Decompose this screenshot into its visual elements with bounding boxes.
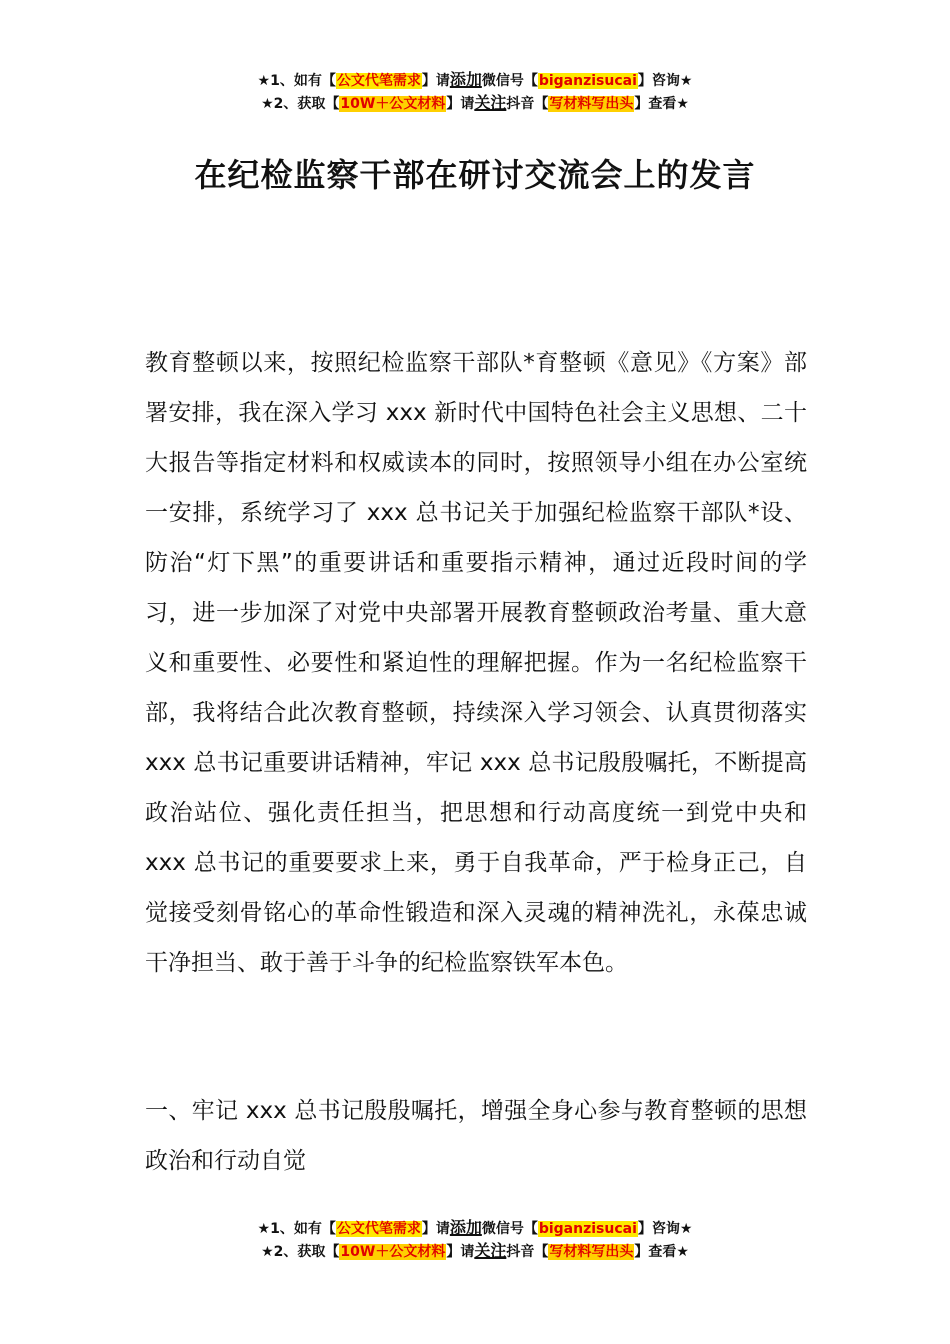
promo-text: 微信号【 [481,1221,538,1237]
promo-text: 】咨询★ [637,1221,693,1237]
promo-highlight: 公文代笔需求 [336,1221,421,1237]
promo-emphasis: 添加 [449,1218,482,1237]
promo-text: 】请 [446,96,475,112]
promo-banner-top [0,69,950,115]
promo-line-1 [0,1217,950,1240]
promo-text: ★1、如有【 [257,73,336,89]
promo-line-2 [0,92,950,115]
promo-banner-bottom [0,1217,950,1263]
promo-text: 】请 [446,1244,475,1260]
promo-line-1 [0,69,950,92]
promo-text: 】查看★ [634,1244,689,1260]
douyin-account: 写材料写出头 [549,96,634,112]
promo-text: 】请 [421,73,450,89]
promo-highlight: 10W＋公文材料 [340,96,446,112]
body-paragraph: 教育整顿以来，按照纪检监察干部队*育整顿《意见》《方案》部署安排，我在深入学习 xxx 新时代中国特色社会主义思想、二十大报告等指定材料和权威读本的同时，按照领导小组在办公室统一安排，系统学习了 xxx 总书记关于加强纪检监察干部队*设、防治“灯下黑”的重要讲话和重要指示精神，通过近段时间的学习，进一步加深了对党中央部署开展教育整顿政治考量、重大意义和重要性、必要性和紧迫性的理解把握。作为一名纪检监察干部，我将结合此次教育整顿，持续深入学习领会、认真贯彻落实 xxx 总书记重要讲话精神，牢记 xxx 总书记殷殷嘱托，不断提高政治站位、强化责任担当，把思想和行动高度统一到党中央和 xxx 总书记的重要要求上来，勇于自我革命，严于检身正己，自觉接受刻骨铭心的革命性锻造和深入灵魂的精神洗礼，永葆忠诚干净担当、敢于善于斗争的纪检监察铁军本色。 [145,350,807,976]
promo-text: 】请 [421,1221,450,1237]
promo-emphasis: 添加 [449,70,482,89]
promo-text: 微信号【 [481,73,538,89]
wechat-id: biganzisucai [538,73,637,89]
promo-text: 抖音【 [506,1244,549,1260]
document-title: 在纪检监察干部在研讨交流会上的发言 [194,156,756,194]
promo-text: 】咨询★ [637,73,693,89]
douyin-account: 写材料写出头 [549,1244,634,1260]
promo-emphasis: 关注 [474,93,507,112]
promo-highlight: 10W＋公文材料 [340,1244,446,1260]
promo-text: ★2、获取【 [261,96,340,112]
promo-text: ★1、如有【 [257,1221,336,1237]
promo-text: 】查看★ [634,96,689,112]
promo-highlight: 公文代笔需求 [336,73,421,89]
promo-line-2 [0,1240,950,1263]
promo-emphasis: 关注 [474,1241,507,1260]
section-heading: 一、牢记 xxx 总书记殷殷嘱托，增强全身心参与教育整顿的思想政治和行动自觉 [145,1098,807,1174]
wechat-id: biganzisucai [538,1221,637,1237]
promo-text: 抖音【 [506,96,549,112]
promo-text: ★2、获取【 [261,1244,340,1260]
